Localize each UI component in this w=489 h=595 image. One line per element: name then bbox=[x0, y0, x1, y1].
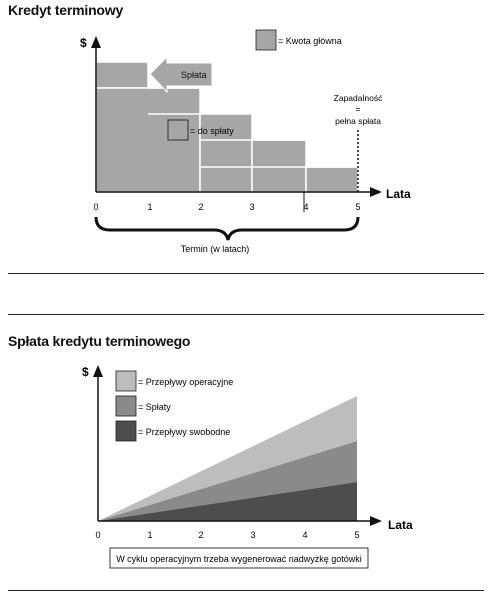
x-axis-label: Lata bbox=[388, 518, 413, 532]
tick-label-4: 4 bbox=[302, 530, 308, 540]
term-loan-diagram bbox=[0, 0, 489, 270]
bar-year-4-5 bbox=[306, 167, 358, 192]
maturity-label-1: Zapadalność bbox=[333, 93, 383, 103]
caption-text: W cyklu operacyjnym trzeba wygenerować nadwyżkę gotówki bbox=[116, 554, 362, 564]
tick-label-2: 2 bbox=[198, 530, 204, 540]
legend-label-operating: = Przepływy operacyjne bbox=[138, 377, 234, 387]
y-axis-arrowhead bbox=[93, 365, 103, 377]
diagram2-title: Spłata kredytu terminowego bbox=[8, 333, 191, 349]
legend-swatch-repayments bbox=[116, 396, 136, 416]
x-axis-arrowhead bbox=[370, 516, 382, 526]
legend-remaining-swatch bbox=[168, 120, 188, 140]
y-axis-label: $ bbox=[82, 365, 89, 379]
repayment-diagram bbox=[0, 355, 489, 595]
tick-label-0: 0 bbox=[93, 202, 99, 212]
bar-year-0-1-top bbox=[96, 62, 148, 88]
maturity-label-3: pełna spłata bbox=[335, 116, 381, 126]
divider-2 bbox=[8, 314, 484, 315]
tick-label-3: 3 bbox=[249, 202, 255, 212]
repayment-arrow-label: Spłata bbox=[181, 70, 207, 80]
legend-swatch-free bbox=[116, 421, 136, 441]
y-axis-label: $ bbox=[80, 36, 87, 50]
term-brace bbox=[96, 217, 358, 240]
legend-label-free: = Przepływy swobodne bbox=[138, 427, 231, 437]
legend-remaining-label: = do spłaty bbox=[190, 126, 234, 136]
divider-1 bbox=[8, 273, 484, 274]
brace-label: Termin (w latach) bbox=[180, 244, 250, 254]
legend-swatch-operating bbox=[116, 371, 136, 391]
tick-label-4: 4 bbox=[303, 202, 309, 212]
maturity-label-2: = bbox=[355, 104, 361, 114]
x-axis-label: Lata bbox=[386, 187, 411, 201]
x-axis-arrowhead bbox=[370, 187, 382, 197]
legend-principal-label: = Kwota główna bbox=[278, 36, 342, 46]
tick-label-5: 5 bbox=[354, 530, 360, 540]
tick-label-5: 5 bbox=[355, 202, 361, 212]
bar-year-3-4 bbox=[252, 140, 306, 192]
legend-principal-swatch bbox=[256, 30, 276, 50]
tick-label-1: 1 bbox=[147, 530, 153, 540]
diagram1-title: Kredyt terminowy bbox=[8, 2, 124, 18]
y-axis-arrowhead bbox=[91, 36, 101, 48]
tick-label-0: 0 bbox=[95, 530, 101, 540]
tick-label-1: 1 bbox=[147, 202, 153, 212]
tick-label-3: 3 bbox=[250, 530, 256, 540]
tick-label-2: 2 bbox=[198, 202, 204, 212]
legend-label-repayments: = Spłaty bbox=[138, 402, 171, 412]
divider-3 bbox=[8, 590, 484, 591]
